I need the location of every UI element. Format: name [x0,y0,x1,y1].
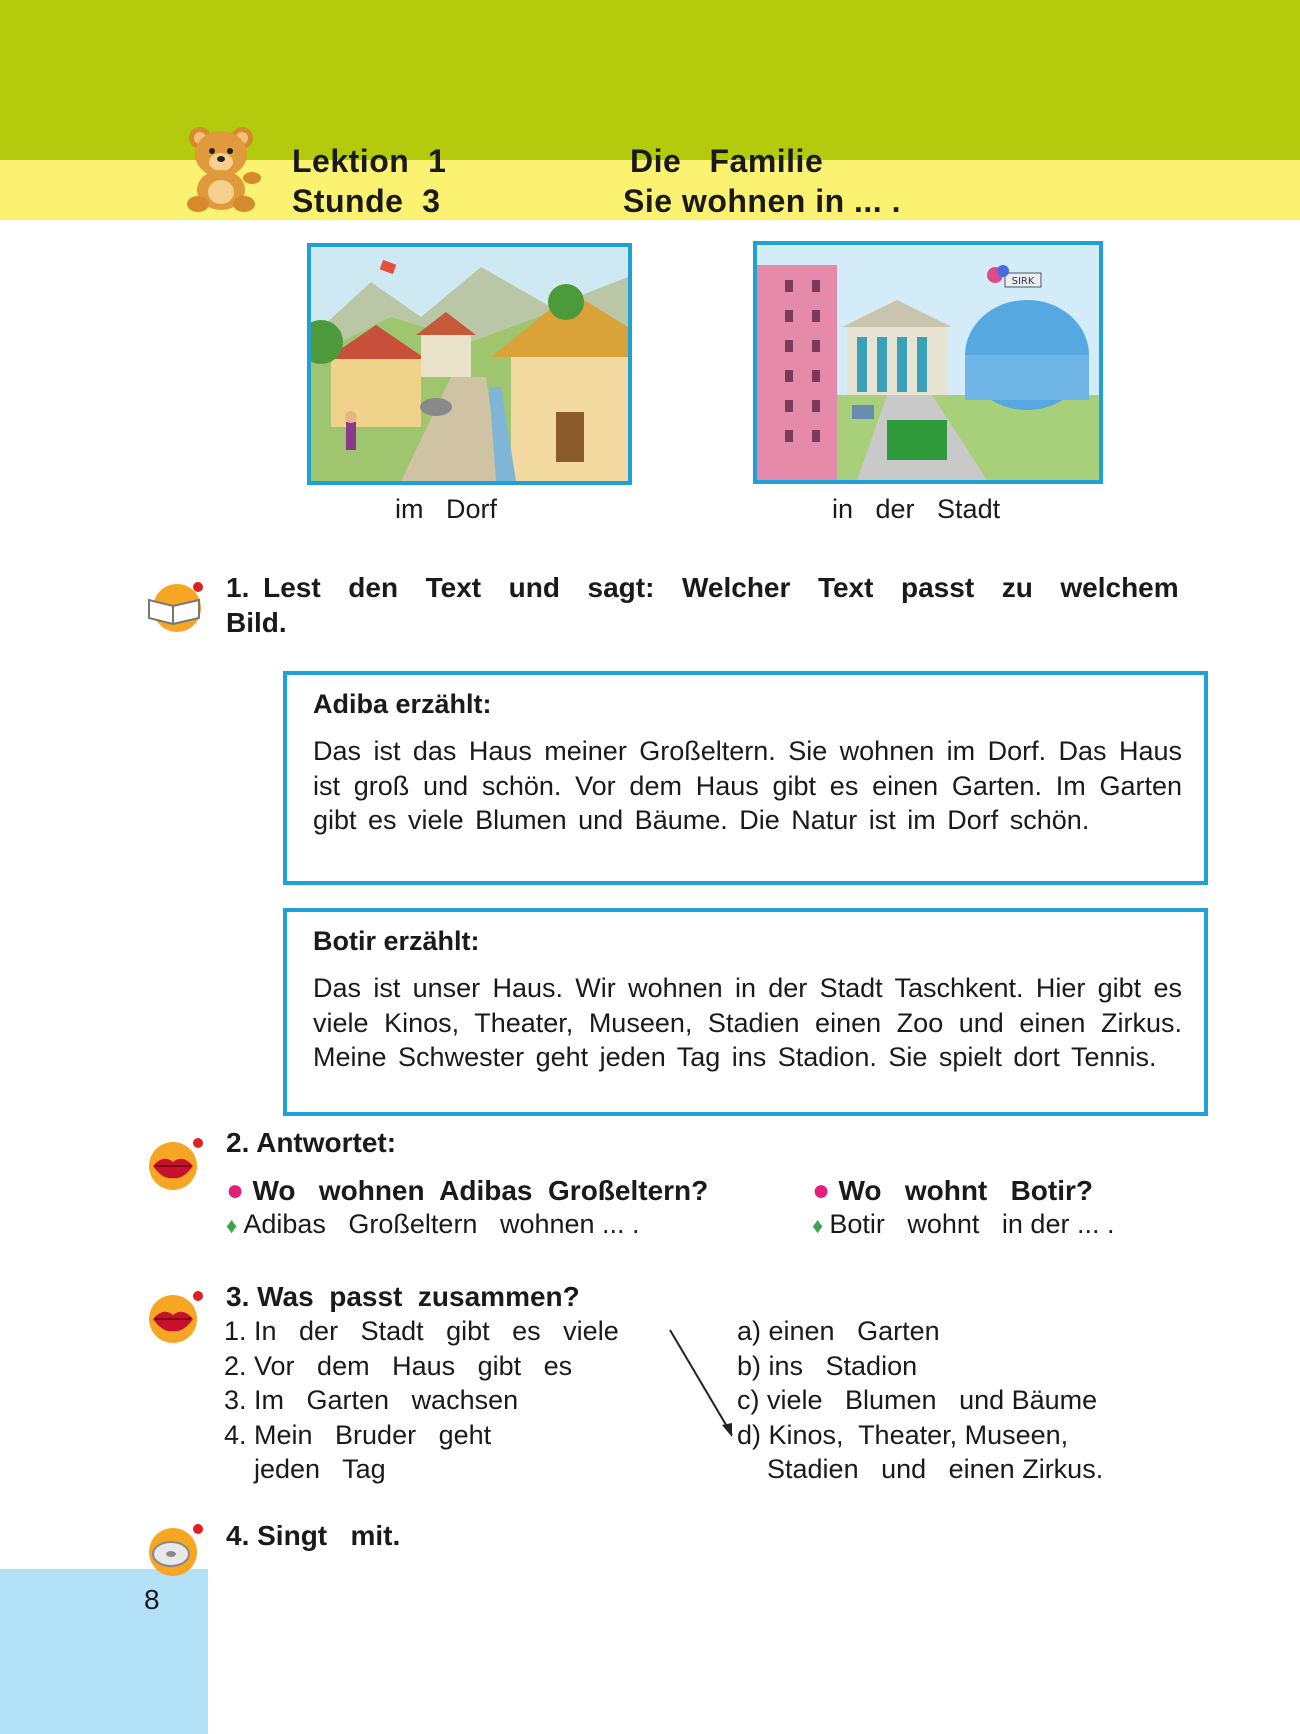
cd-icon [143,1520,205,1578]
question-1 [226,1174,708,1208]
pink-bullet-icon: ● [812,1174,839,1207]
unit-title: Sie wohnen in ... . [623,183,901,219]
botir-textbox [283,908,1208,1116]
pink-bullet-icon: ● [226,1174,253,1207]
match-right-item: Stadien und einen Zirkus. [737,1454,1104,1484]
city-caption: in der Stadt [832,494,1001,524]
match-right-item: a) einen Garten [737,1316,940,1346]
page-number: 8 [144,1584,160,1615]
lesson-number: Lektion 1 [292,143,447,179]
adiba-text: Das ist das Haus meiner Großeltern. Sie wohnen im Dorf. Das Haus ist groß und schön. Vor dem Haus gibt es einen Garten. Im Garten gibt es viele Blumen und Bäume. Die Natur ist im Dorf schön. [313,736,1182,835]
botir-heading: Botir erzählt: [313,926,480,956]
village-caption: im Dorf [395,494,498,524]
question-2 [812,1174,1093,1208]
circus-sign: SIRK [1011,276,1035,287]
lips-icon [143,1287,205,1345]
page-number-strip [0,1569,208,1734]
answer-1-text: Adibas Großeltern wohnen ... . [243,1209,640,1239]
match-left-item: 3. Im Garten wachsen [224,1385,519,1415]
village-picture [307,243,632,485]
exercise-1-instruction-cont: Bild. [226,607,287,638]
lips-icon [143,1134,205,1192]
exercise-1-instruction: 1. Lest den Text und sagt: Welcher Text passt zu welchem [226,572,1179,603]
exercise-3-title: 3. Was passt zusammen? [226,1281,580,1312]
teddy-bear-icon [180,122,264,214]
question-1-text: Wo wohnen Adibas Großeltern? [252,1175,709,1206]
open-book-icon [143,578,205,636]
unit-number: Stunde 3 [292,183,441,219]
match-example-arrow [660,1325,740,1445]
match-left-item: jeden Tag [224,1454,386,1484]
answer-1 [226,1209,640,1240]
answer-2-text: Botir wohnt in der ... . [829,1209,1115,1239]
green-diamond-icon: ♦ [812,1213,830,1238]
city-picture [753,241,1103,484]
match-left-item: 2. Vor dem Haus gibt es [224,1350,573,1381]
match-left-column [224,1314,619,1487]
match-right-column [737,1314,1103,1487]
adiba-heading: Adiba erzählt: [313,689,492,719]
adiba-textbox [283,671,1208,885]
exercise-4-title: 4. Singt mit. [226,1520,401,1551]
match-right-item: b) ins Stadion [737,1350,918,1381]
lesson-title: Die Familie [630,143,824,179]
botir-text: Das ist unser Haus. Wir wohnen in der Stadt Taschkent. Hier gibt es viele Kinos, Theater, Museen, Stadien einen Zoo und einen Zirkus. Meine Schwester geht jeden Tag ins Stadion. Sie spielt dort Tennis. [313,973,1182,1072]
match-right-item: d) Kinos, Theater, Museen, [737,1419,1069,1450]
match-right-item: c) viele Blumen und Bäume [737,1385,1098,1415]
match-left-item: 4. Mein Bruder geht [224,1419,492,1450]
match-left-item: 1. In der Stadt gibt es viele [224,1316,619,1346]
question-2-text: Wo wohnt Botir? [838,1175,1094,1206]
answer-2 [812,1209,1114,1240]
exercise-2-title: 2. Antwortet: [226,1127,397,1158]
green-diamond-icon: ♦ [226,1213,244,1238]
